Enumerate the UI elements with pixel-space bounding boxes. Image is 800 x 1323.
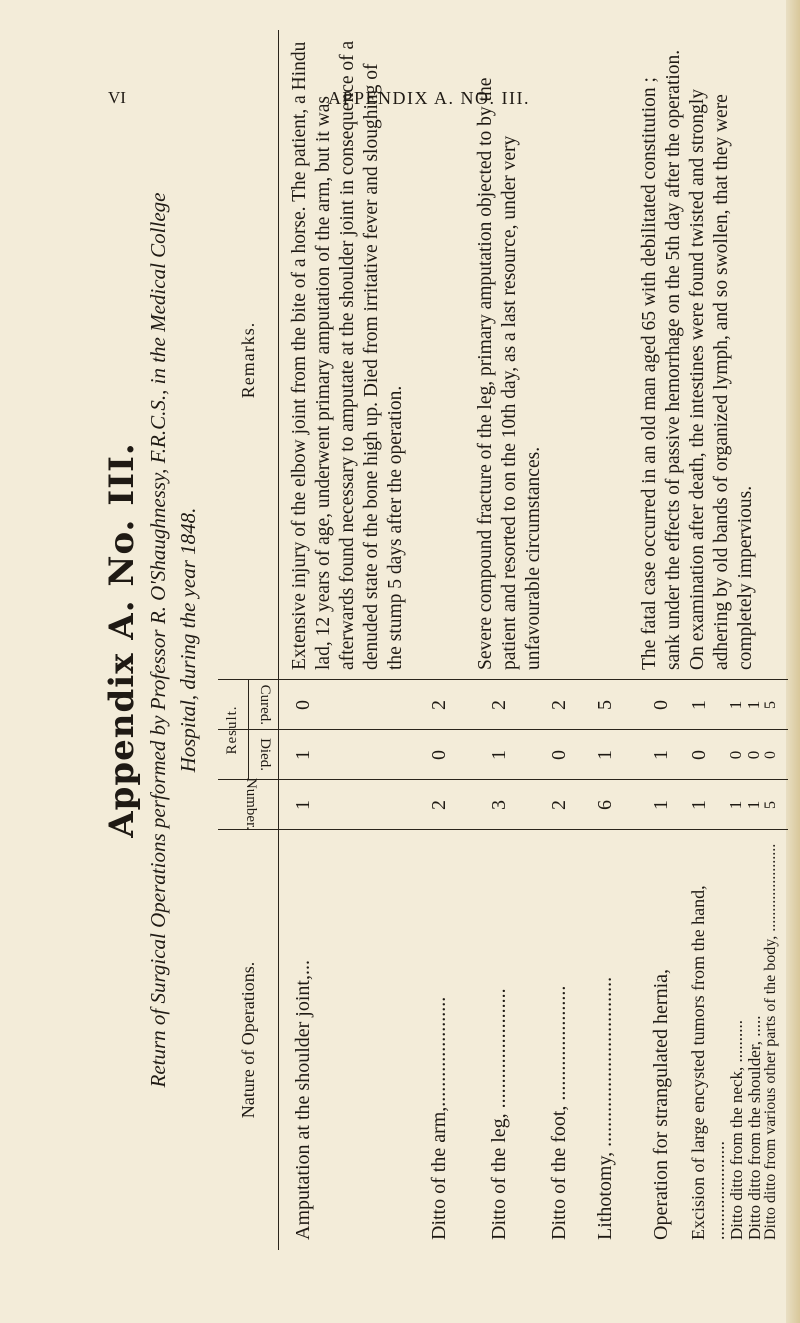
number-value: 3 — [488, 800, 510, 810]
operation-name: Ditto of the leg, ........................ — [488, 988, 510, 1240]
header-operations: Nature of Operations. — [238, 961, 258, 1119]
appendix-title: Appendix A. No. III. — [102, 442, 142, 838]
header-died-text: Died. — [257, 738, 273, 772]
number-value: 2 — [428, 800, 450, 810]
cured-value: 5 — [762, 701, 779, 709]
number-value: 1 — [726, 800, 745, 810]
title-block — [100, 30, 210, 1250]
died-value: 1 — [292, 750, 314, 760]
header-cured-text: Cured. — [257, 684, 273, 726]
running-head: APPENDIX A. NO. III. — [328, 88, 530, 108]
died-value: 0 — [744, 750, 763, 760]
operation-name: Lithotomy, .................................. — [594, 976, 616, 1240]
return-title-line2: Hospital, during the year 1848. — [176, 507, 200, 773]
remark-1: Extensive injury of the elbow joint from the bite of a horse. The patient, a Hindu lad, 12 years of age, underwent primary amputation of the arm, but it was afterwards found necessary to amputate at the shoulder joint in consequence of a denuded state of the bone high up. Died from irritative fever and sloughing of the stump 5 days after the operation. — [289, 40, 406, 670]
operation-name: Ditto ditto from various other parts of the body, ...................... — [762, 843, 779, 1240]
cured-value: 2 — [548, 700, 570, 710]
cured-value: 1 — [688, 700, 710, 710]
cured-value: 0 — [650, 700, 672, 710]
cured-value: 5 — [594, 700, 616, 710]
operation-name: Ditto of the arm,...................... — [428, 996, 450, 1240]
cured-value: 2 — [488, 700, 510, 710]
number-value: 5 — [762, 801, 779, 809]
died-value: 0 — [762, 751, 779, 759]
header-number — [226, 777, 276, 830]
remark-3: The fatal case occurred in an old man aged 65 with debilitated constitution ; sank under the effects of passive hemorrhage on the 5th day after the operation. On examination after death, the intestines were found twisted and strongly adhering by old bands of organized lymph, and so swollen, that they were completely impervious. — [639, 49, 756, 670]
died-value: 0 — [688, 750, 710, 760]
operation-name: Amputation at the shoulder joint,... — [292, 960, 314, 1240]
operation-name: Excision of large encysted tumors from the hand, ...................... — [688, 885, 728, 1240]
number-value: 2 — [548, 800, 570, 810]
died-value: 1 — [594, 750, 616, 760]
number-value: 1 — [688, 800, 710, 810]
header-result: Result. — [224, 705, 240, 755]
died-value: 1 — [650, 750, 672, 760]
number-value: 6 — [594, 800, 616, 810]
operation-name: Ditto ditto from the shoulder, ..... — [745, 1015, 764, 1240]
operation-name: Ditto ditto from the neck, .......... — [727, 1019, 746, 1240]
header-died — [252, 730, 278, 780]
number-value: 1 — [292, 800, 314, 810]
died-value: 0 — [726, 750, 745, 760]
operation-name: Ditto of the foot, ....................... — [548, 985, 570, 1240]
return-title-line1: Return of Surgical Operations performed by Professor R. O'Shaughnessy, F.R.C.S., in the Medical College — [146, 192, 170, 1088]
cured-value: 1 — [726, 700, 745, 710]
cured-value: 1 — [744, 700, 763, 710]
rotated-table-page — [100, 30, 790, 1250]
number-value: 1 — [650, 800, 672, 810]
result-rule — [248, 680, 249, 780]
died-value: 0 — [428, 750, 450, 760]
operation-name: Operation for strangulated hernia, — [650, 968, 672, 1240]
header-cured — [252, 680, 278, 730]
died-value: 0 — [548, 750, 570, 760]
cured-value: 2 — [428, 700, 450, 710]
header-number-text: Number. — [243, 777, 259, 830]
page-number: VI — [108, 88, 126, 107]
header-rule — [278, 30, 279, 1250]
remark-2: Severe compound fracture of the leg, primary amputation objected to by the patient and resorted to on the 10th day, as a last resource, under very unfavourable circumstances. — [475, 77, 544, 670]
cured-value: 0 — [292, 700, 314, 710]
died-value: 1 — [488, 750, 510, 760]
operations-table — [218, 30, 788, 1250]
header-remarks: Remarks. — [238, 321, 258, 399]
number-value: 1 — [744, 800, 763, 810]
